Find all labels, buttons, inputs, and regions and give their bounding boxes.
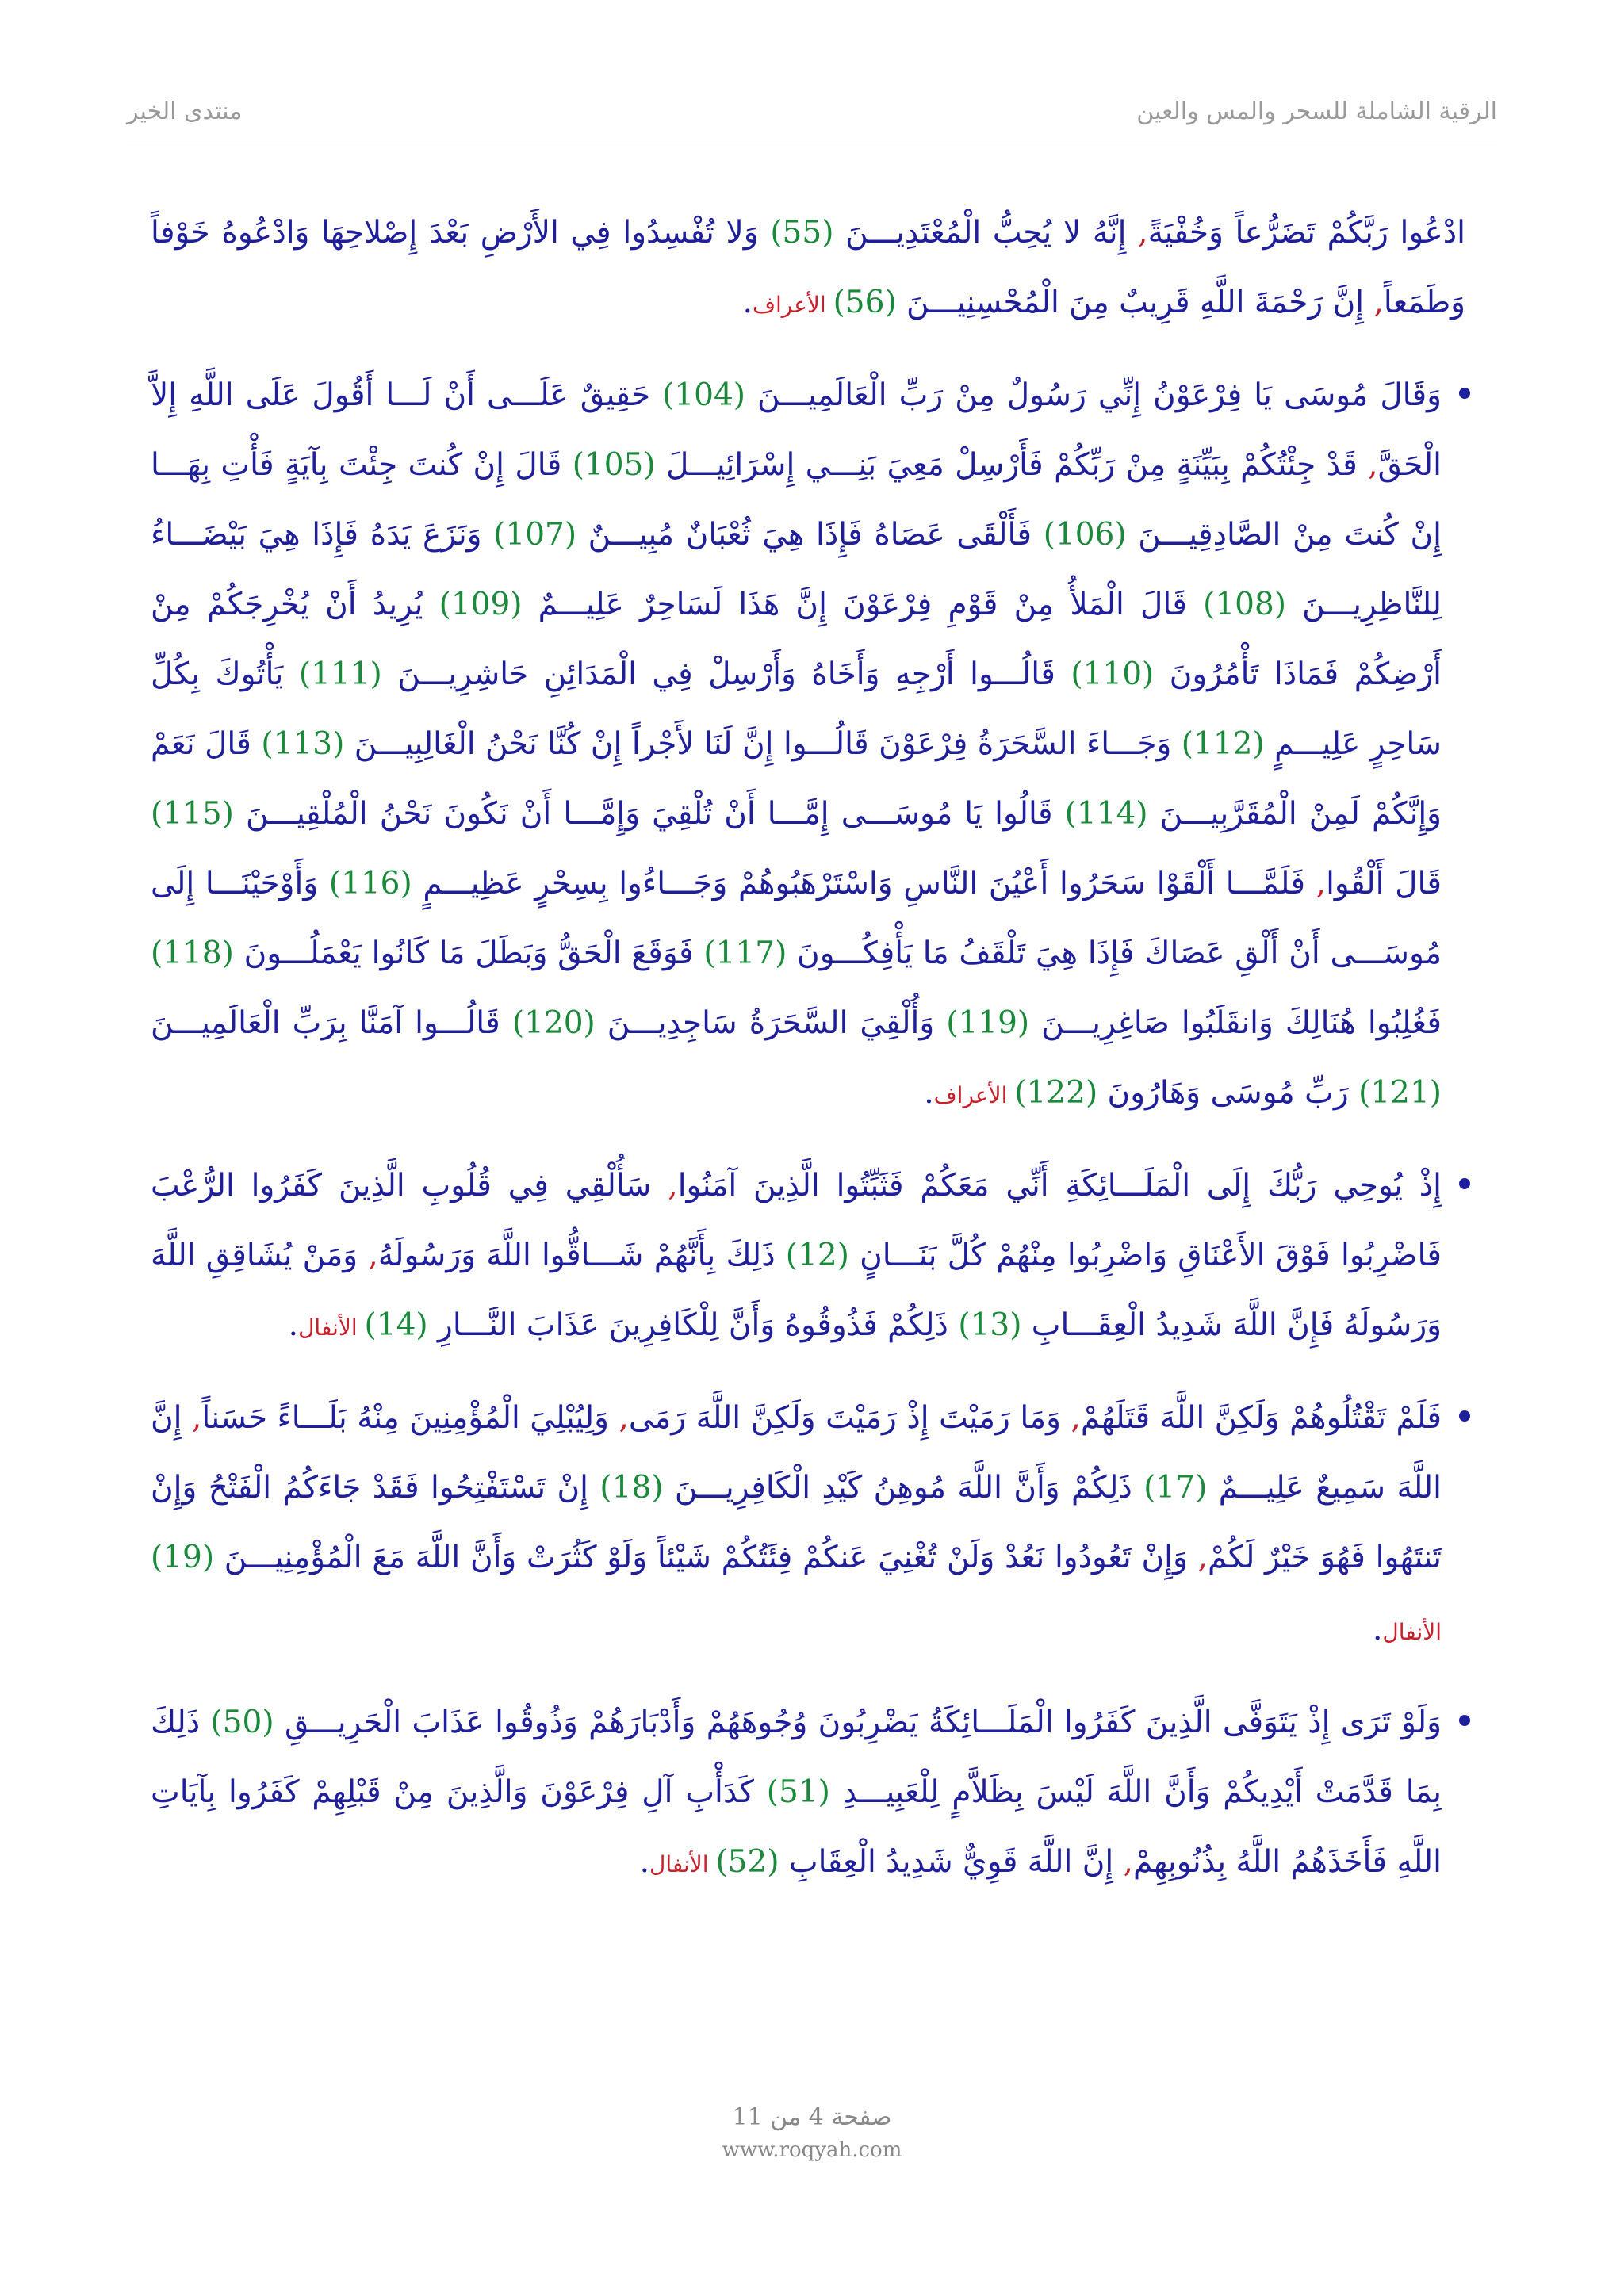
verse-text: قَالَ أَلْقُوا [1326,866,1442,901]
verse-text: وَلَوْ تَرَى إِذْ يَتَوَفَّى الَّذِينَ كَفَرُوا الْمَلَـــائِكَةُ يَضْرِبُونَ وُجُوهَهُمْ وَأَدْبَارَهُمْ وَذُوقُوا عَذَابَ الْحَرِيـــقِ [274,1705,1442,1740]
verse-text: قَالُوا يَا مُوسَـــى إِمَّـــا أَنْ تُلْقِيَ وَإِمَّـــا أَنْ نَكُونَ نَحْنُ الْمُلْقِيـــنَ [233,796,1065,832]
verse-text: قَالُـــوا آمَنَّا بِرَبِّ الْعَالَمِيـــنَ [151,1005,512,1041]
verse-number: (120) [511,1005,596,1041]
verse-text: فَوَقَعَ الْحَقُّ وَبَطَلَ مَا كَانُوا يَعْمَلُـــونَ [233,936,704,971]
verses-content [151,198,1465,1900]
verse-text: يُرِيدُ أَنْ يُخْرِجَكُمْ مِنْ أَرْضِكُمْ فَمَاذَا تَأْمُرُونَ [151,587,1442,692]
header-forum-name: منتدى الخير [127,97,243,125]
verse-text: فَلَمَّـــا أَلْقَوْا سَحَرُوا أَعْيُنَ النَّاسِ وَاسْتَرْهَبُوهُمْ وَجَـــاءُوا بِسِحْرٍ عَظِيـــمٍ [412,866,1306,901]
verse-separator: , [651,1168,678,1203]
verse-number: (121) [1358,1075,1442,1111]
verse-text: وَلا تُفْسِدُوا فِي الأَرْضِ بَعْدَ إِصْلاحِهَا وَادْعُوهُ خَوْفاً وَطَمَعاً [151,215,1465,320]
verse-text: ذَلِكَ بِمَا قَدَّمَتْ أَيْدِيكُمْ وَأَنَّ اللَّهَ لَيْسَ بِظَلاَّمٍ لِلْعَبِيـــدِ [151,1705,1442,1810]
verse-text: سَأُلْقِي فِي قُلُوبِ الَّذِينَ كَفَرُوا الرُّعْبَ فَاضْرِبُوا فَوْقَ الأَعْنَاقِ وَاضْرِبُوا مِنْهُمْ كُلَّ بَنَـــانٍ [151,1168,1442,1273]
bullet-icon [1459,1178,1470,1189]
verse-text: قَالَ الْمَلأُ مِنْ قَوْمِ فِرْعَوْنَ إِنَّ هَذَا لَسَاحِرٌ عَلِيـــمٌ [522,587,1204,622]
verse-separator: , [358,1238,378,1273]
verse-number: (12) [785,1238,849,1273]
verse-text: قَدْ جِئْتُكُمْ بِبَيِّنَةٍ مِنْ رَبِّكُمْ فَأَرْسِلْ مَعِيَ بَنِـــي إِسْرَائِيـــلَ [655,447,1358,483]
verse-number: (108) [1203,587,1286,622]
page-number: صفحة 4 من 11 [732,2103,892,2131]
verse-number: (17) [1143,1470,1208,1506]
verse-separator: , [608,1400,629,1436]
verse-text: فَغُلِبُوا هُنَالِكَ وَانقَلَبُوا صَاغِرِيـــنَ [1029,1005,1442,1041]
verse-number: (117) [703,936,787,971]
verse-separator: , [1305,866,1327,901]
verse-text: فَلَمْ تَقْتُلُوهُمْ وَلَكِنَّ اللَّهَ قَتَلَهُمْ [1080,1400,1442,1436]
verse-text: وَأُلْقِيَ السَّحَرَةُ سَاجِدِيـــنَ [595,1005,947,1041]
verse-text: وَجَـــاءَ السَّحَرَةُ فِرْعَوْنَ قَالُـــوا إِنَّ لَنَا لأَجْراً إِنْ كُنَّا نَحْنُ الْغَالِبِيـــنَ [344,726,1182,762]
verse-block-araf-104-122 [151,361,1465,1131]
verse-text: وَلِيُبْلِيَ الْمُؤْمِنِينَ مِنْهُ بَلَـــاءً حَسَناً [201,1400,609,1436]
verse-number: (111) [298,656,382,692]
verse-separator: , [1113,1844,1133,1880]
verse-number: (13) [958,1307,1022,1343]
verse-text: ذَلِكَ بِأَنَّهُمْ شَـــاقُّوا اللَّهَ وَرَسُولَهُ [377,1238,786,1273]
verse-text: وَمَنْ يُشَاقِقِ اللَّهَ وَرَسُولَهُ فَإِنَّ اللَّهَ شَدِيدُ الْعِقَـــابِ [151,1238,1442,1343]
verse-separator: , [1060,1400,1081,1436]
verse-number: (118) [151,936,234,971]
bullet-icon [1459,1715,1470,1726]
verse-block-anfal-50-52 [151,1688,1465,1900]
verse-number: (113) [261,726,345,762]
verse-separator: , [1187,1540,1208,1575]
verse-text: وَنَزَعَ يَدَهُ فَإِذَا هِيَ بَيْضَـــاءُ لِلنَّاظِرِيـــنَ [151,517,1442,622]
surah-name: الأنفال [298,1314,365,1341]
verse-separator: , [1364,285,1384,320]
verse-number: (56) [833,285,897,320]
verse-number: (14) [364,1307,428,1343]
header-document-title: الرقية الشاملة للسحر والمس والعين [1136,97,1497,125]
bullet-icon [1459,1410,1470,1422]
verse-text: قَالَ إِنْ كُنتَ جِئْتَ بِآيَةٍ فَأْتِ بِهَـــا إِنْ كُنتَ مِنْ الصَّادِقِيـــنَ [151,447,1442,553]
verse-number: (115) [151,796,234,832]
verse-text: رَبِّ مُوسَى وَهَارُونَ [1097,1075,1359,1111]
verse-text: إِنَّ اللَّهَ قَوِيٌّ شَدِيدُ الْعِقَابِ [779,1844,1114,1880]
verse-text: وَقَالَ مُوسَى يَا فِرْعَوْنُ إِنِّي رَسُولٌ مِنْ رَبِّ الْعَالَمِيـــنَ [745,377,1442,413]
verse-block-anfal-12-14 [151,1151,1465,1363]
verse-number: (105) [572,447,656,483]
verse-number: (50) [210,1705,274,1740]
verse-number: (107) [493,517,577,553]
verse-number: (110) [1071,656,1155,692]
verse-number: (116) [328,866,412,901]
verse-separator: , [1357,447,1378,483]
verse-block-anfal-17-19 [151,1383,1465,1667]
verse-number: (18) [599,1470,664,1506]
verse-text: كَدَأْبِ آلِ فِرْعَوْنَ وَالَّذِينَ مِنْ قَبْلِهِمْ كَفَرُوا بِآيَاتِ اللَّهِ فَأَخَذَهُمُ اللَّهُ بِذُنُوبِهِمْ [151,1774,1442,1880]
verse-number: (119) [946,1005,1030,1041]
bullet-icon [1459,388,1470,399]
verse-text: ذَلِكُمْ فَذُوقُوهُ وَأَنَّ لِلْكَافِرِينَ عَذَابَ النَّـــارِ [427,1307,959,1343]
verse-text: . [288,1307,299,1343]
verse-block-intro [151,198,1465,340]
verse-text: إِنَّ اللَّهَ سَمِيعٌ عَلِيـــمٌ [151,1400,1442,1506]
verse-text: . [742,285,753,320]
verse-number: (52) [715,1844,779,1880]
verse-text: وَإِنْ تَعُودُوا نَعُدْ وَلَنْ تُغْنِيَ عَنكُمْ فِئَتُكُمْ شَيْئاً وَلَوْ كَثُرَتْ وَأَنَّ اللَّهَ مَعَ الْمُؤْمِنِيـــنَ [214,1540,1188,1575]
verse-text: قَالَ نَعَمْ وَإِنَّكُمْ لَمِنْ الْمُقَرَّبِيـــنَ [151,726,1442,832]
verse-separator: , [182,1400,202,1436]
page-header [127,87,1497,144]
page-footer [0,2101,1624,2166]
surah-name: الأعراف [752,292,833,318]
verse-text: وَأَوْحَيْنَـــا إِلَى مُوسَـــى أَنْ أَلْقِ عَصَاكَ فَإِذَا هِيَ تَلْقَفُ مَا يَأْفِكُـــونَ [151,866,1442,971]
verse-text: . [924,1075,934,1111]
verse-number: (122) [1014,1075,1098,1111]
verse-number: (104) [662,377,745,413]
verse-separator: , [1126,215,1148,251]
verse-text: . [639,1844,649,1880]
verse-text: إِذْ يُوحِي رَبُّكَ إِلَى الْمَلَـــائِكَةِ أَنِّي مَعَكُمْ فَثَبِّتُوا الَّذِينَ آمَنُوا [677,1168,1442,1203]
verse-number: (55) [770,215,834,251]
verse-text: يَأْتُوكَ بِكُلِّ سَاحِرٍ عَلِيـــمٍ [151,656,1442,762]
verse-text: فَأَلْقَى عَصَاهُ فَإِذَا هِيَ ثُعْبَانٌ مُبِيـــنٌ [576,517,1044,553]
verse-text: إِنَّ رَحْمَةَ اللَّهِ قَرِيبٌ مِنَ الْمُحْسِنِيـــنَ [896,285,1365,320]
verse-number: (112) [1181,726,1265,762]
verse-number: (106) [1043,517,1127,553]
verse-text: . [1373,1612,1383,1647]
verse-text: وَمَا رَمَيْتَ إِذْ رَمَيْتَ وَلَكِنَّ اللَّهَ رَمَى [628,1400,1061,1436]
verse-text: حَقِيقٌ عَلَـــى أَنْ لَـــا أَقُولَ عَلَى اللَّهِ إِلاَّ الْحَقَّ [151,377,1442,483]
verse-number: (114) [1064,796,1148,832]
verse-number: (19) [151,1540,215,1575]
surah-name: الأنفال [649,1851,716,1877]
surah-name: الأعراف [933,1082,1015,1108]
verse-text: إِنَّهُ لا يُحِبُّ الْمُعْتَدِيـــنَ [833,215,1127,251]
verse-number: (109) [439,587,523,622]
verse-text: إِنْ تَسْتَفْتِحُوا فَقَدْ جَاءَكُمُ الْفَتْحُ وَإِنْ تَنتَهُوا فَهُوَ خَيْرٌ لَكُمْ [151,1470,1442,1575]
site-url: www.roqyah.com [722,2138,902,2162]
surah-name: الأنفال [1382,1619,1442,1645]
verse-number: (51) [766,1774,830,1810]
verse-text: ادْعُوا رَبَّكُمْ تَضَرُّعاً وَخُفْيَةً [1147,215,1465,251]
verse-text: قَالُـــوا أَرْجِهِ وَأَخَاهُ وَأَرْسِلْ فِي الْمَدَائِنِ حَاشِرِيـــنَ [381,656,1071,692]
verse-text: ذَلِكُمْ وَأَنَّ اللَّهَ مُوهِنُ كَيْدِ الْكَافِرِيـــنَ [663,1470,1144,1506]
